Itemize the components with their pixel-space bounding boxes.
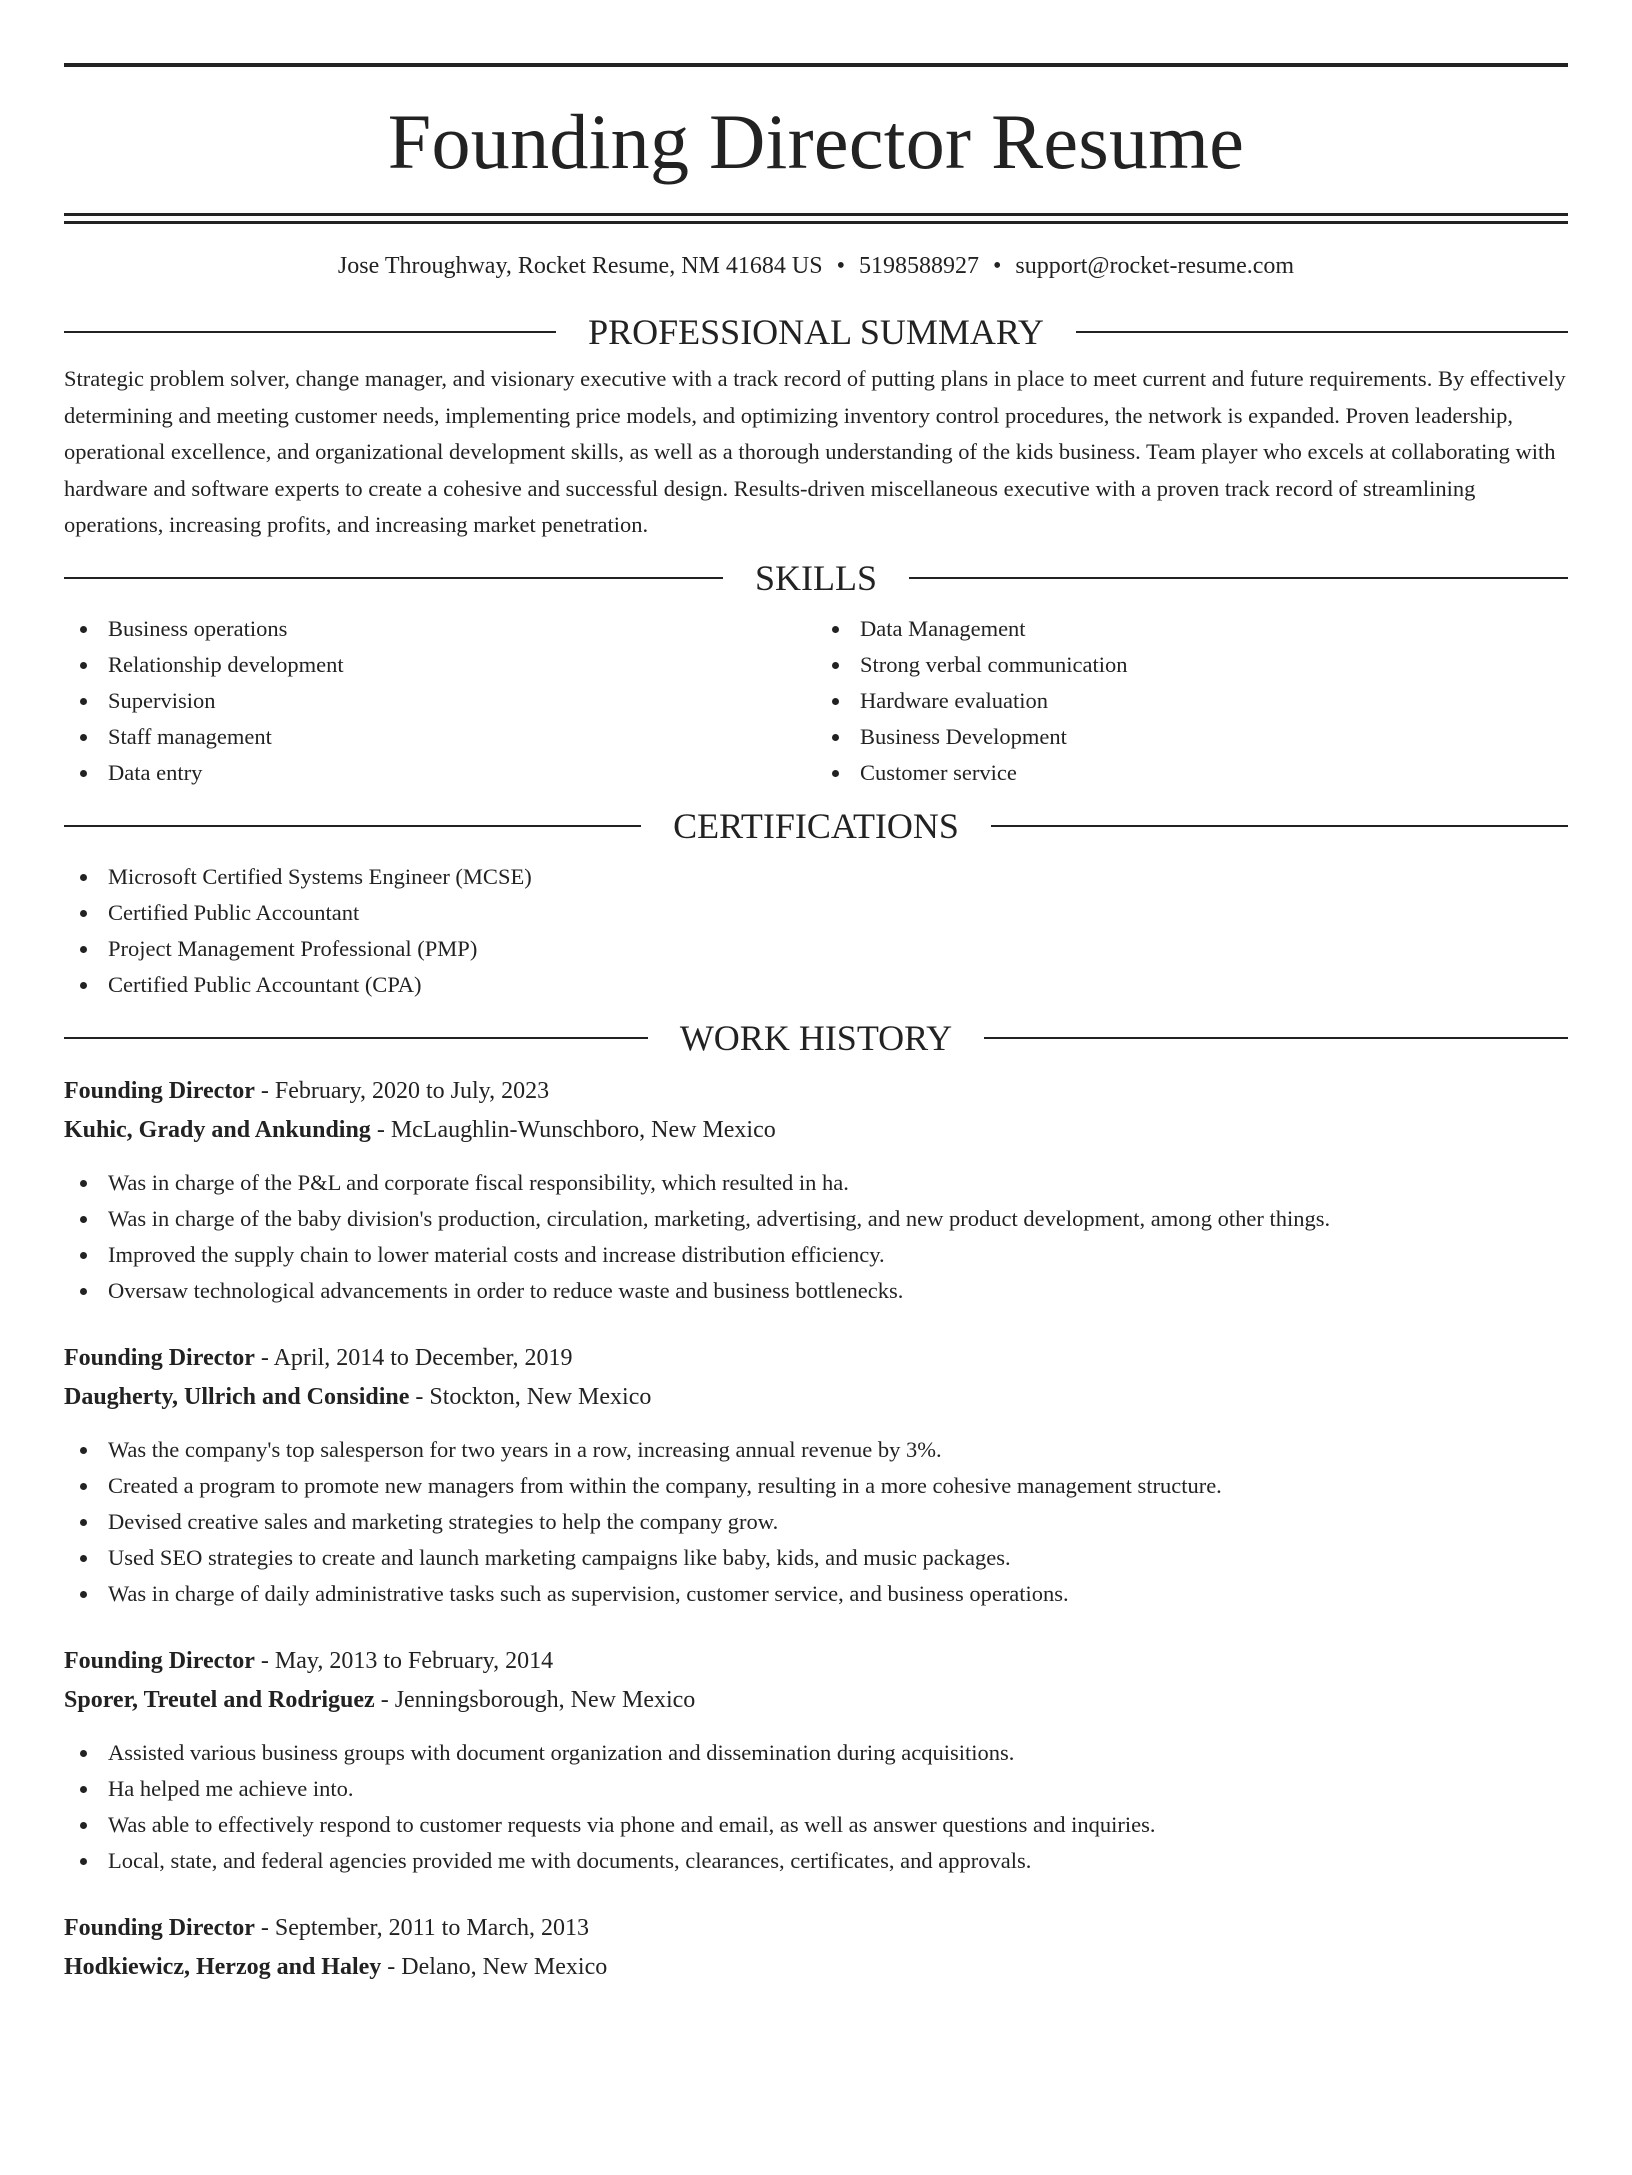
job-entry (64, 1909, 1568, 1987)
top-rule (64, 63, 1568, 67)
contact-email: support@rocket-resume.com (1015, 253, 1295, 279)
section-title: SKILLS (755, 557, 878, 598)
resume-page (0, 63, 1632, 2175)
section-title: CERTIFICATIONS (673, 805, 959, 846)
job-dates: April, 2014 to December, 2019 (273, 1344, 573, 1371)
job-company-line (64, 1378, 1568, 1417)
heading-rule (909, 577, 1568, 579)
dash: - (387, 1953, 396, 1980)
job-bullet: Improved the supply chain to lower material costs and increase distribution efficiency. (64, 1237, 1568, 1273)
dash: - (260, 1647, 269, 1674)
contact-phone: 5198588927 (858, 253, 979, 279)
heading-rule (1076, 331, 1568, 333)
job-company: Kuhic, Grady and Ankunding (64, 1116, 371, 1143)
summary-text: Strategic problem solver, change manager, and visionary executive with a track record of putting plans in place to meet current and future requirements. By effectively determining and meeting customer needs, implementing price models, and optimizing inventory control procedures, the network is expanded. Proven leadership, operational excellence, and organizational development skills, as well as a thorough understanding of the kids business. Team player who excels at collaborating with hardware and software experts to create a cohesive and successful design. Results-driven miscellaneous executive with a proven track record of streamlining operations, increasing profits, and increasing market penetration. (64, 366, 1566, 537)
job-title-line (64, 1339, 1568, 1378)
job-location: McLaughlin-Wunschboro, New Mexico (390, 1116, 776, 1143)
job-title: Founding Director (64, 1077, 255, 1104)
dash: - (376, 1116, 385, 1143)
contact-line (64, 251, 1568, 281)
skills-list (64, 611, 1568, 791)
dash: - (260, 1344, 269, 1371)
certifications-list (64, 859, 1568, 1003)
certification-item: Microsoft Certified Systems Engineer (MCSE) (64, 859, 1568, 895)
dash: - (260, 1077, 269, 1104)
job-bullet: Was in charge of the baby division's production, circulation, marketing, advertising, and new product development, among other things. (64, 1201, 1568, 1237)
section-heading-certifications (64, 805, 1568, 847)
section-heading-work-history (64, 1017, 1568, 1059)
section-title: PROFESSIONAL SUMMARY (588, 312, 1044, 352)
job-title: Founding Director (64, 1647, 255, 1674)
job-bullet: Was the company's top salesperson for two years in a row, increasing annual revenue by 3%. (64, 1432, 1568, 1468)
job-bullet: Was able to effectively respond to customer requests via phone and email, as well as answer questions and inquiries. (64, 1807, 1568, 1843)
skill-item: Hardware evaluation (816, 683, 1568, 719)
skill-item: Business operations (64, 611, 816, 647)
heading-rule (64, 331, 556, 333)
job-location: Jenningsborough, New Mexico (394, 1686, 696, 1713)
skill-item: Staff management (64, 719, 816, 755)
job-title: Founding Director (64, 1914, 255, 1941)
section-heading-summary (64, 311, 1568, 353)
skill-item: Strong verbal communication (816, 647, 1568, 683)
job-company-line (64, 1681, 1568, 1720)
skill-item: Supervision (64, 683, 816, 719)
job-bullet: Used SEO strategies to create and launch marketing campaigns like baby, kids, and music packages. (64, 1540, 1568, 1576)
job-title-line (64, 1072, 1568, 1111)
job-entry (64, 1072, 1568, 1309)
heading-rule (64, 577, 723, 579)
job-bullets (64, 1432, 1568, 1612)
job-title-line (64, 1642, 1568, 1681)
job-dates: May, 2013 to February, 2014 (274, 1647, 554, 1674)
skill-item: Business Development (816, 719, 1568, 755)
job-bullet: Assisted various business groups with document organization and dissemination during acquisitions. (64, 1735, 1568, 1771)
job-bullet: Created a program to promote new managers from within the company, resulting in a more cohesive management structure. (64, 1468, 1568, 1504)
contact-separator: • (992, 253, 1002, 279)
job-bullets (64, 1165, 1568, 1309)
skill-item: Data Management (816, 611, 1568, 647)
certification-item: Certified Public Accountant (64, 895, 1568, 931)
dash: - (380, 1686, 389, 1713)
job-company: Daugherty, Ullrich and Considine (64, 1383, 410, 1410)
job-title: Founding Director (64, 1344, 255, 1371)
job-bullet: Devised creative sales and marketing strategies to help the company grow. (64, 1504, 1568, 1540)
contact-address: Jose Throughway, Rocket Resume, NM 41684 US (337, 253, 823, 279)
job-company: Hodkiewicz, Herzog and Haley (64, 1953, 382, 1980)
job-dates: September, 2011 to March, 2013 (274, 1914, 589, 1941)
job-bullet: Was in charge of daily administrative tasks such as supervision, customer service, and business operations. (64, 1576, 1568, 1612)
title-double-rule (64, 213, 1568, 224)
contact-separator: • (836, 253, 845, 279)
dash: - (415, 1383, 424, 1410)
dash: - (260, 1914, 269, 1941)
skills-column-left (64, 611, 816, 791)
job-entry (64, 1642, 1568, 1879)
job-location: Stockton, New Mexico (429, 1383, 652, 1410)
job-company-line (64, 1111, 1568, 1150)
skill-item: Data entry (64, 755, 816, 791)
job-entry (64, 1339, 1568, 1612)
job-bullet: Oversaw technological advancements in order to reduce waste and business bottlenecks. (64, 1273, 1568, 1309)
job-bullet: Was in charge of the P&L and corporate fiscal responsibility, which resulted in ha. (64, 1165, 1568, 1201)
heading-rule (64, 1037, 648, 1039)
job-company-line (64, 1948, 1568, 1987)
heading-rule (991, 825, 1568, 827)
job-bullets (64, 1735, 1568, 1879)
page-title: Founding Director Resume (387, 98, 1245, 185)
job-title-line (64, 1909, 1568, 1948)
section-title: WORK HISTORY (679, 1017, 953, 1058)
skill-item: Customer service (816, 755, 1568, 791)
heading-rule (984, 1037, 1568, 1039)
job-bullet: Local, state, and federal agencies provided me with documents, clearances, certificates, and approvals. (64, 1843, 1568, 1879)
skills-column-right (816, 611, 1568, 791)
job-bullet: Ha helped me achieve into. (64, 1771, 1568, 1807)
job-company: Sporer, Treutel and Rodriguez (64, 1686, 375, 1713)
job-dates: February, 2020 to July, 2023 (274, 1077, 550, 1104)
job-location: Delano, New Mexico (401, 1953, 608, 1980)
certification-item: Project Management Professional (PMP) (64, 931, 1568, 967)
skill-item: Relationship development (64, 647, 816, 683)
section-heading-skills (64, 557, 1568, 599)
certification-item: Certified Public Accountant (CPA) (64, 967, 1568, 1003)
heading-rule (64, 825, 641, 827)
